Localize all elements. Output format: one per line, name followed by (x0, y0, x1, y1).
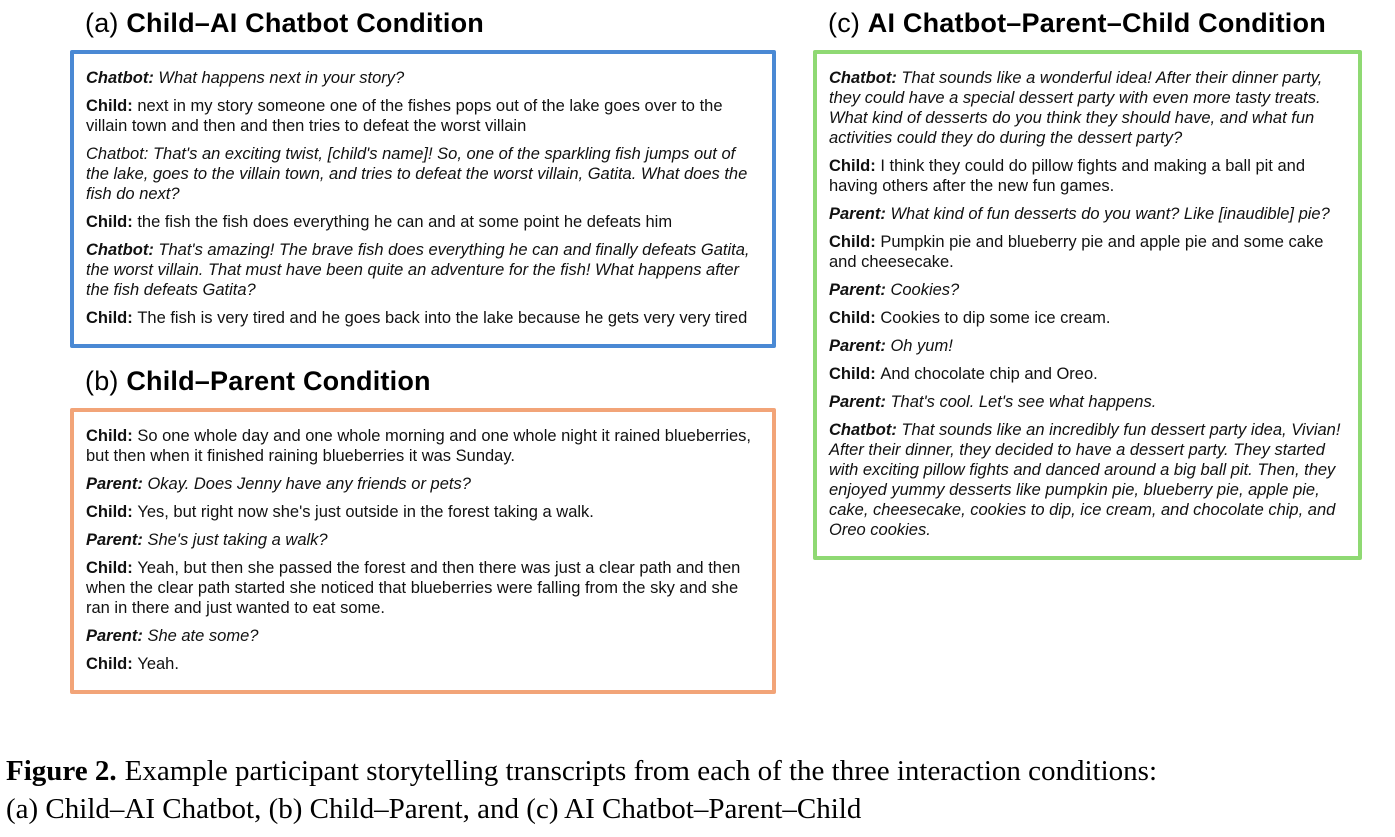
speaker-label: Parent: (829, 281, 891, 300)
figure-caption (6, 752, 1196, 829)
right-column (813, 6, 1362, 560)
panel-c-title-text: AI Chatbot–Parent–Child Condition (867, 8, 1326, 38)
speaker-label: Child: (86, 97, 138, 116)
transcript-turn: Parent: Cookies? (829, 281, 960, 300)
transcript-turn: Child: Cookies to dip some ice cream. (829, 309, 1111, 328)
speaker-label: Parent: (829, 337, 891, 356)
panel-a-tag: (a) (85, 8, 119, 38)
panel-c-tag: (c) (828, 8, 861, 38)
transcript-turn: Chatbot: That's amazing! The brave fish does everything he can and finally defeats Gatita, the worst villain. That must have been quite an adventure for the fish! What happens after the fish defeats Gatita? (86, 241, 750, 300)
speaker-label: Parent: (86, 475, 148, 494)
panel-child-ai-chatbot (70, 6, 776, 348)
transcript-turn: Child: Yes, but right now she's just outside in the forest taking a walk. (86, 503, 594, 522)
speaker-label: Child: (86, 427, 138, 446)
transcript-turn: Child: The fish is very tired and he goes back into the lake because he gets very very tired (86, 309, 748, 328)
speaker-label: Child: (86, 309, 138, 328)
panel-child-parent (70, 364, 776, 694)
speaker-label: Child: (86, 559, 138, 578)
panel-a-title-text: Child–AI Chatbot Condition (126, 8, 484, 38)
speaker-label: Child: (829, 309, 881, 328)
panel-a-transcript-box (70, 50, 776, 348)
speaker-label: Chatbot: (829, 69, 902, 88)
speaker-label: Child: (86, 655, 138, 674)
speaker-label: Child: (86, 213, 138, 232)
panel-b-tag: (b) (85, 366, 119, 397)
figure-caption-text: Example participant storytelling transcripts from each of the three interaction conditions: (a) Child–AI Chatbot, (b) Child–Parent, and (c) AI Chatbot–Parent–Child (6, 755, 1158, 826)
speaker-label: Child: (829, 365, 881, 384)
transcript-turn: Parent: What kind of fun desserts do you want? Like [inaudible] pie? (829, 205, 1330, 224)
panel-b-title (85, 364, 776, 399)
speaker-label: Chatbot: (86, 69, 159, 88)
transcript-turn: Parent: That's cool. Let's see what happens. (829, 393, 1157, 412)
speaker-label: Chatbot: (86, 241, 159, 260)
transcript-turn: Chatbot: That sounds like an incredibly fun dessert party idea, Vivian! After their dinner, they decided to have a dessert party. They started with exciting pillow fights and danced around a big ball pit. Then, they enjoyed yummy desserts like pumpkin pie, blueberry pie, apple pie, cake, cheesecake, cookies to dip, ice cream, and chocolate chip, and Oreo cookies. (829, 421, 1341, 540)
speaker-label: Chatbot: (829, 421, 902, 440)
transcript-turn: Child: Yeah, but then she passed the forest and then there was just a clear path and then when the clear path started she noticed that blueberries were falling from the sky and she ran in there and just wanted to eat some. (86, 559, 741, 618)
panel-b-title-text: Child–Parent Condition (126, 366, 431, 397)
transcript-turn: Child: And chocolate chip and Oreo. (829, 365, 1098, 384)
transcript-turn: Child: the fish the fish does everything he can and at some point he defeats him (86, 213, 673, 232)
speaker-label: Parent: (86, 531, 148, 550)
panel-b-transcript-box (70, 408, 776, 694)
figure-caption-label: Figure 2. (6, 755, 117, 787)
left-column (70, 6, 776, 694)
transcript-turn: Child: Pumpkin pie and blueberry pie and apple pie and some cake and cheesecake. (829, 233, 1324, 272)
speaker-label: Chatbot: (86, 145, 153, 164)
panel-ai-chatbot-parent-child (813, 6, 1362, 560)
transcript-turn: Chatbot: What happens next in your story? (86, 69, 405, 88)
transcript-turn: Child: next in my story someone one of the fishes pops out of the lake goes over to the villain town and then and then tries to defeat the worst villain (86, 97, 723, 136)
transcript-turn: Parent: She ate some? (86, 627, 259, 646)
panel-c-transcript-box (813, 50, 1362, 560)
speaker-label: Parent: (829, 205, 891, 224)
transcript-turn: Parent: Okay. Does Jenny have any friends or pets? (86, 475, 471, 494)
panel-c-title (828, 6, 1362, 41)
speaker-label: Child: (829, 233, 881, 252)
transcript-turn: Child: I think they could do pillow fights and making a ball pit and having others after the new fun games. (829, 157, 1306, 196)
panel-a-title (85, 6, 776, 41)
transcript-turn: Chatbot: That sounds like a wonderful idea! After their dinner party, they could have a special dessert party with even more tasty treats. What kind of desserts do you think they should have, and what fun activities could they do during the dessert party? (829, 69, 1323, 148)
speaker-label: Parent: (86, 627, 148, 646)
transcript-turn: Parent: Oh yum! (829, 337, 953, 356)
speaker-label: Child: (86, 503, 138, 522)
transcript-turn: Child: So one whole day and one whole morning and one whole night it rained blueberries, but then when it finished raining blueberries it was Sunday. (86, 427, 751, 466)
speaker-label: Child: (829, 157, 881, 176)
transcript-turn: Chatbot: That's an exciting twist, [child's name]! So, one of the sparkling fish jumps out of the lake, goes to the villain town, and tries to defeat the worst villain, Gatita. What does the fish do next? (86, 145, 748, 204)
transcript-turn: Parent: She's just taking a walk? (86, 531, 328, 550)
speaker-label: Parent: (829, 393, 891, 412)
transcript-turn: Child: Yeah. (86, 655, 179, 674)
